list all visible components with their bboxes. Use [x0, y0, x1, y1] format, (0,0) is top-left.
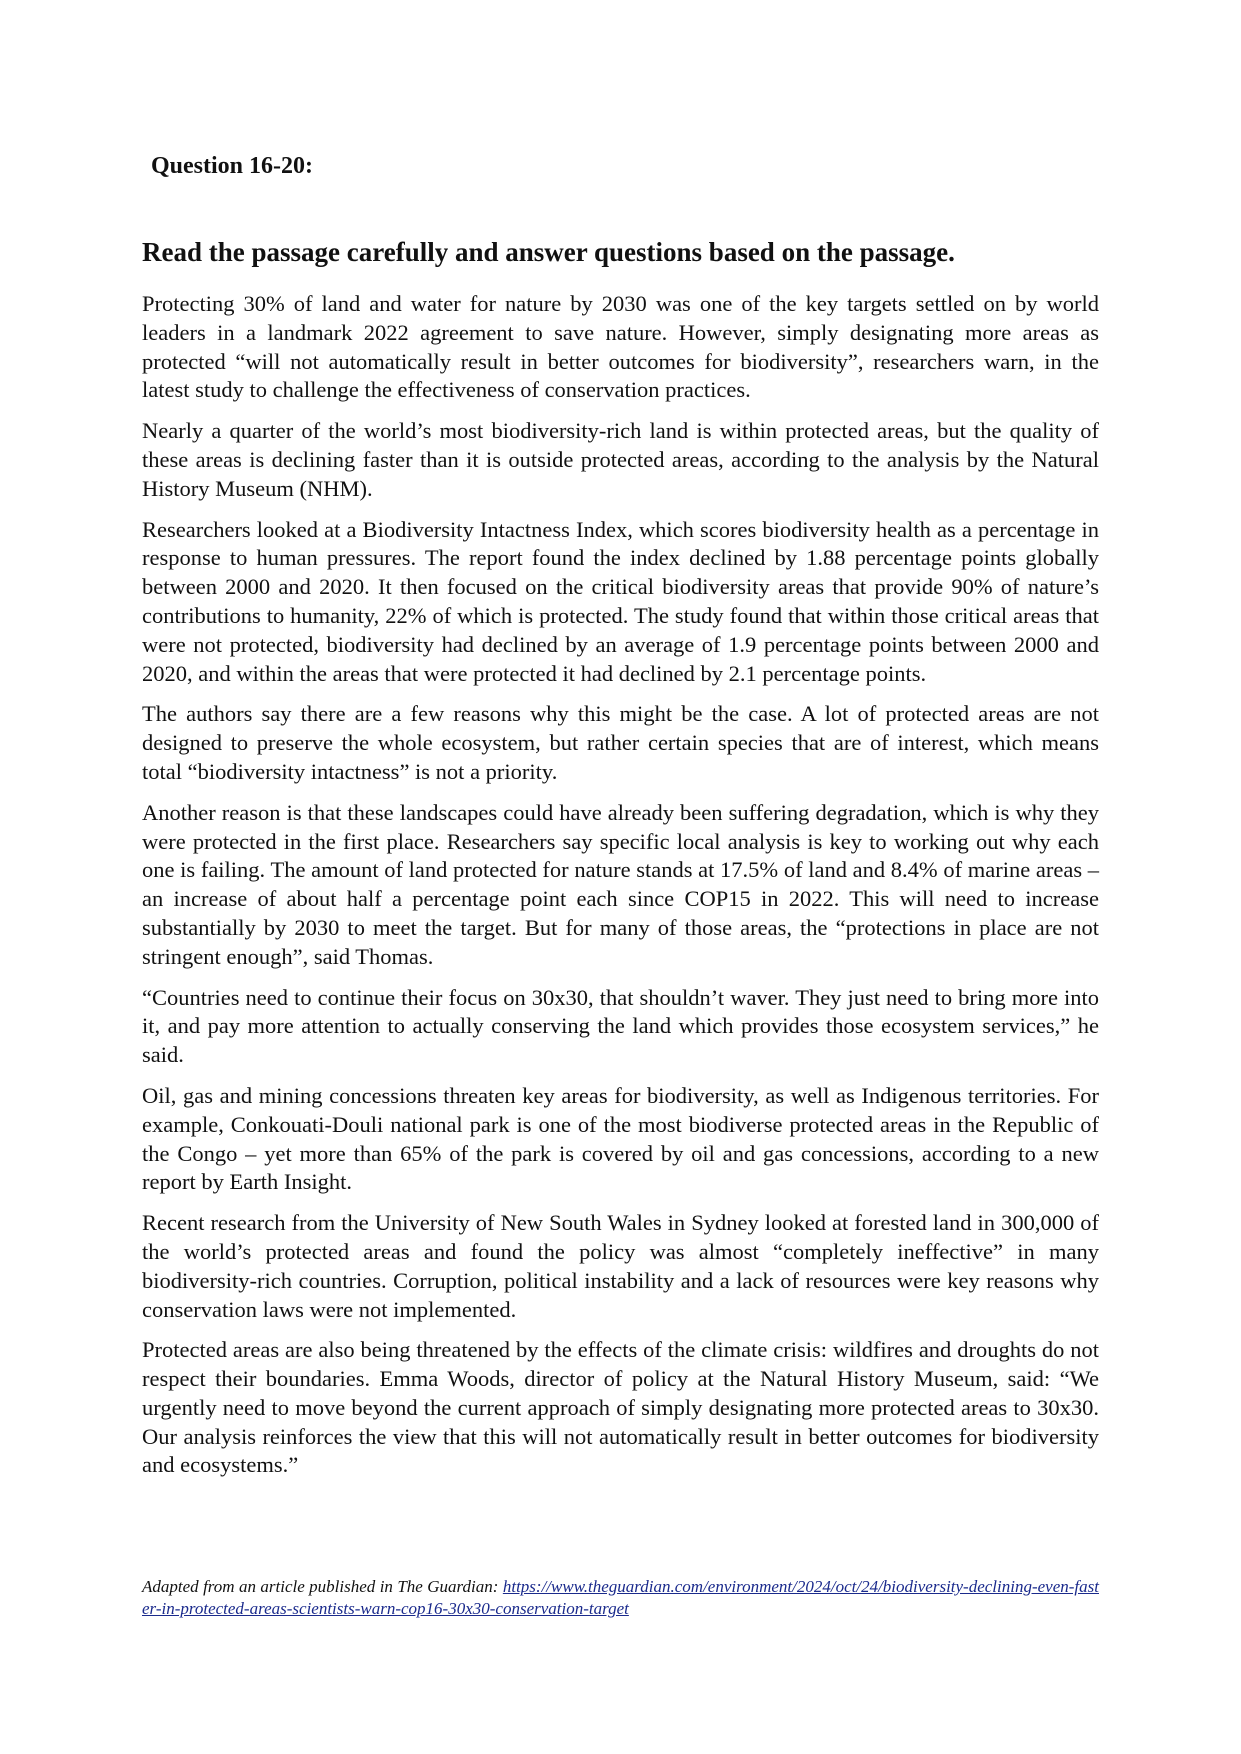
instruction-heading: Read the passage carefully and answer questions based on the passage. — [142, 237, 955, 267]
passage-paragraph-3: Researchers looked at a Biodiversity Intactness Index, which scores biodiversity health as a percentage in response to human pressures. The report found the index declined by 1.88 percentage points globally between 2000 and 2020. It then focused on the critical biodiversity areas that provide 90% of nature’s contributions to humanity, 22% of which is protected. The study found that within those critical areas that were not protected, biodiversity had declined by an average of 1.9 percentage points between 2000 and 2020, and within the areas that were protected it had declined by 2.1 percentage points. — [142, 516, 1099, 686]
passage-paragraph-5: Another reason is that these landscapes could have already been suffering degradation, which is why they were protected in the first place. Researchers say specific local analysis is key to working out why each one is failing. The amount of land protected for nature stands at 17.5% of land and 8.4% of marine areas – an increase of about half a percentage point each since COP15 in 2022. This will need to increase substantially by 2030 to meet the target. But for many of those areas, the “protections in place are not stringent enough”, said Thomas. — [142, 799, 1099, 969]
source-prefix: Adapted from an article published in The Guardian: — [142, 1577, 503, 1596]
passage-paragraph-8: Recent research from the University of New South Wales in Sydney looked at forested land in 300,000 of the world’s protected areas and found the policy was almost “completely ineffective” in many biodiversity-rich countries. Corruption, political instability and a lack of resources were key reasons why conservation laws were not implemented. — [142, 1210, 1099, 1322]
source-link[interactable]: https://www.theguardian.com/environment/2024/oct/24/biodiversity-declining-even-faster-in-protected-areas-scientists-warn-cop16-30x30-conservation-target — [142, 1577, 1099, 1618]
passage-paragraph-1: Protecting 30% of land and water for nature by 2030 was one of the key targets settled on by world leaders in a landmark 2022 agreement to save nature. However, simply designating more areas as protected “will not automatically result in better outcomes for biodiversity”, researchers warn, in the latest study to challenge the effectiveness of conservation practices. — [142, 291, 1099, 403]
passage-paragraph-2: Nearly a quarter of the world’s most biodiversity-rich land is within protected areas, but the quality of these areas is declining faster than it is outside protected areas, according to the analysis by the Natural History Museum (NHM). — [142, 418, 1099, 501]
passage-paragraph-9: Protected areas are also being threatened by the effects of the climate crisis: wildfires and droughts do not respect their boundaries. Emma Woods, director of policy at the Natural History Museum, said: “We urgently need to move beyond the current approach of simply designating more protected areas to 30x30. Our analysis reinforces the view that this will not automatically result in better outcomes for biodiversity and ecosystems.” — [142, 1337, 1099, 1478]
passage-paragraph-7: Oil, gas and mining concessions threaten key areas for biodiversity, as well as Indigenous territories. For example, Conkouati-Douli national park is one of the most biodiverse protected areas in the Republic of the Congo – yet more than 65% of the park is covered by oil and gas concessions, according to a new report by Earth Insight. — [142, 1082, 1099, 1195]
reading-passage — [142, 290, 1099, 1492]
source-citation — [142, 1576, 1099, 1620]
passage-paragraph-4: The authors say there are a few reasons why this might be the case. A lot of protected areas are not designed to preserve the whole ecosystem, but rather certain species that are of interest, which means total “biodiversity intactness” is not a priority. — [142, 701, 1099, 784]
question-label: Question 16-20: — [151, 153, 313, 179]
passage-paragraph-6: “Countries need to continue their focus on 30x30, that shouldn’t waver. They just need to bring more into it, and pay more attention to actually conserving the land which provides those ecosystem services,” he said. — [142, 984, 1099, 1068]
